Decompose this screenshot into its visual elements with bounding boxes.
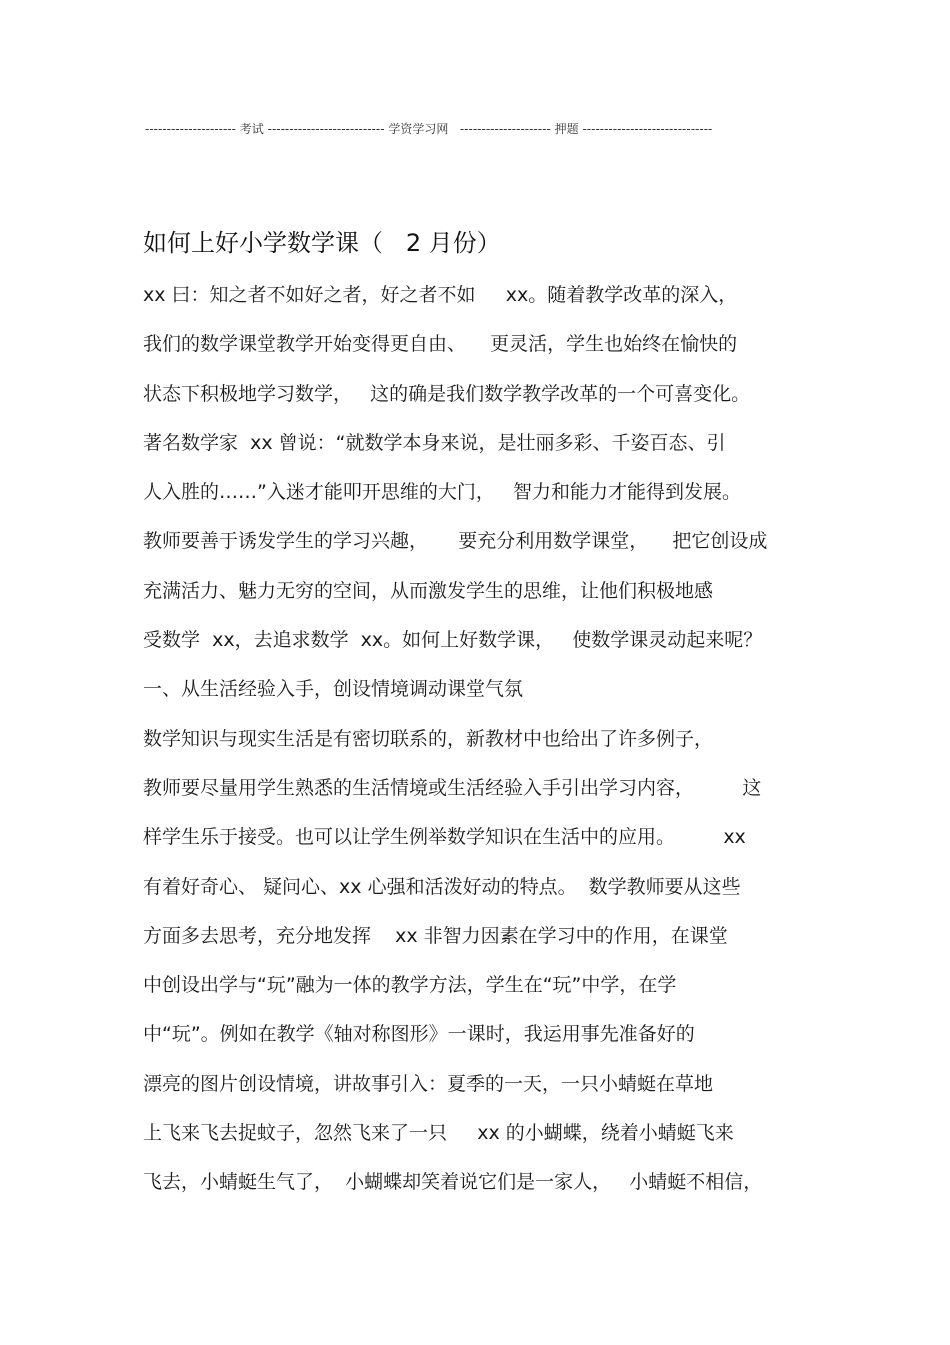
body-line: 样学生乐于接受。也可以让学生例举数学知识在生活中的应用。 xx <box>143 826 746 849</box>
header-dashes: ------------------------------ <box>582 122 713 136</box>
body-line: 著名数学家 xx 曾说：“就数学本身来说，是壮丽多彩、千姿百态、引 <box>143 431 726 454</box>
body-line: 教师要尽量用学生熟悉的生活情境或生活经验入手引出学习内容， 这 <box>143 776 762 799</box>
body-line: 飞去，小蜻蜓生气了， 小蝴蝶却笑着说它们是一家人， 小蜻蜓不相信， <box>143 1171 763 1194</box>
body-line: 人入胜的……”入迷才能叩开思维的大门， 智力和能力才能得到发展。 <box>143 481 741 504</box>
body-line: 受数学 xx，去追求数学 xx。如何上好数学课， 使数学课灵动起来呢？ <box>143 629 763 652</box>
body-line: 漂亮的图片创设情境，讲故事引入：夏季的一天，一只小蜻蜓在草地 <box>143 1072 714 1095</box>
body-line: 教师要善于诱发学生的学习兴趣， 要充分利用数学课堂， 把它创设成 <box>143 530 768 553</box>
body-line: 方面多去思考，充分地发挥 xx 非智力因素在学习中的作用，在课堂 <box>143 924 728 947</box>
header-dashes: --------------------------- <box>267 122 385 136</box>
document-body <box>143 280 823 1217</box>
section-heading: 一、从生活经验入手，创设情境调动课堂气氛 <box>143 678 524 701</box>
body-line: 中“玩”。例如在教学《轴对称图形》一课时，我运用事先准备好的 <box>143 1023 695 1046</box>
body-line: 状态下积极地学习数学， 这的确是我们数学教学改革的一个可喜变化。 <box>143 382 751 405</box>
body-line: 数学知识与现实生活是有密切联系的，新教材中也给出了许多例子， <box>143 727 714 750</box>
body-line: 中创设出学与“玩”融为一体的教学方法，学生在“玩”中学，在学 <box>143 974 677 997</box>
body-line: xx 曰：知之者不如好之者，好之者不如 xx。随着教学改革的深入， <box>143 284 738 306</box>
header-dashes: --------------------- <box>459 122 551 136</box>
header-label-site: 学资学习网 <box>388 122 449 136</box>
header-label-exam: 考试 <box>239 122 264 136</box>
body-line: 有着好奇心、 疑问心、xx 心强和活泼好动的特点。 数学教师要从这些 <box>143 875 741 898</box>
body-line: 上飞来飞去捉蚊子，忽然飞来了一只 xx 的小蝴蝶，绕着小蜻蜓飞来 <box>143 1122 734 1145</box>
document-title: 如何上好小学数学课（ 2 月份） <box>143 229 501 257</box>
header-dashes: --------------------- <box>145 122 236 136</box>
page-header <box>145 120 805 138</box>
body-line: 充满活力、魅力无穷的空间，从而激发学生的思维，让他们积极地感 <box>143 579 714 602</box>
header-label-predict: 押题 <box>554 122 579 136</box>
body-line: 我们的数学课堂教学开始变得更自由、 更灵活，学生也始终在愉快的 <box>143 333 738 356</box>
